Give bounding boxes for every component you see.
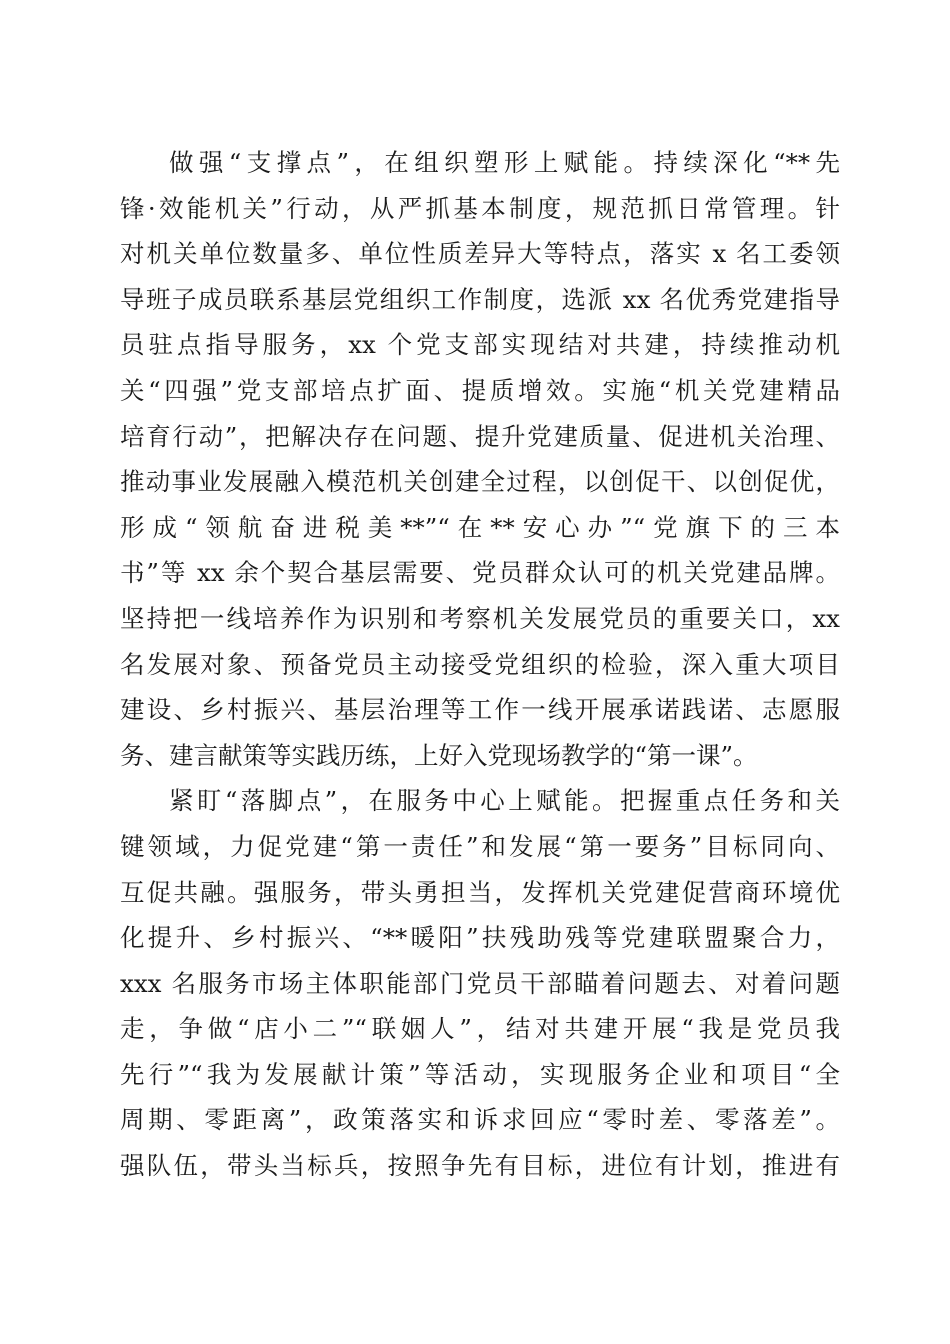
text-line: 书”等 xx 余个契合基层需要、党员群众认可的机关党建品牌。 — [120, 558, 840, 588]
text-line: 形成“领航奋进税美**”“在**安心办”“党旗下的三本 — [120, 512, 840, 542]
text-line: 锋·效能机关”行动，从严抓基本制度，规范抓日常管理。针 — [120, 193, 840, 223]
text-line: 做强“支撑点”，在组织塑形上赋能。持续深化“**先 — [169, 148, 840, 177]
text-line: 对机关单位数量多、单位性质差异大等特点，落实 x 名工委领 — [120, 239, 840, 269]
text-line: 强队伍，带头当标兵，按照争先有目标，进位有计划，推进有 — [120, 1151, 840, 1181]
text-line: 务、建言献策等实践历练，上好入党现场教学的“第一课”。 — [120, 740, 758, 770]
text-line: 周期、零距离”，政策落实和诉求回应“零时差、零落差”。 — [120, 1105, 840, 1135]
text-line: 键领域，力促党建“第一责任”和发展“第一要务”目标同向、 — [120, 831, 840, 861]
text-line: 名发展对象、预备党员主动接受党组织的检验，深入重大项目 — [120, 649, 840, 679]
text-line: 坚持把一线培养作为识别和考察机关发展党员的重要关口，xx — [120, 603, 840, 633]
paragraph-service — [120, 778, 840, 1188]
text-line: 互促共融。强服务，带头勇担当，发挥机关党建促营商环境优 — [120, 877, 840, 907]
text-line: xxx 名服务市场主体职能部门党员干部瞄着问题去、对着问题 — [120, 968, 840, 998]
text-line: 先行”“我为发展献计策”等活动，实现服务企业和项目“全 — [120, 1059, 840, 1089]
text-line: 培育行动”，把解决存在问题、提升党建质量、促进机关治理、 — [120, 421, 840, 451]
text-line: 关“四强”党支部培点扩面、提质增效。实施“机关党建精品 — [120, 375, 840, 405]
text-line: 化提升、乡村振兴、“**暖阳”扶残助残等党建联盟聚合力， — [120, 923, 840, 953]
text-line: 导班子成员联系基层党组织工作制度，选派 xx 名优秀党建指导 — [120, 284, 840, 314]
paragraph-organization — [120, 140, 840, 778]
text-line: 建设、乡村振兴、基层治理等工作一线开展承诺践诺、志愿服 — [120, 695, 840, 725]
text-line: 紧盯“落脚点”，在服务中心上赋能。把握重点任务和关 — [169, 786, 840, 816]
text-line: 推动事业发展融入模范机关创建全过程，以创促干、以创促优， — [120, 467, 840, 497]
text-line: 员驻点指导服务，xx 个党支部实现结对共建，持续推动机 — [120, 330, 840, 360]
text-line: 走，争做“店小二”“联姻人”，结对共建开展“我是党员我 — [120, 1014, 840, 1044]
document-body — [120, 140, 840, 1189]
